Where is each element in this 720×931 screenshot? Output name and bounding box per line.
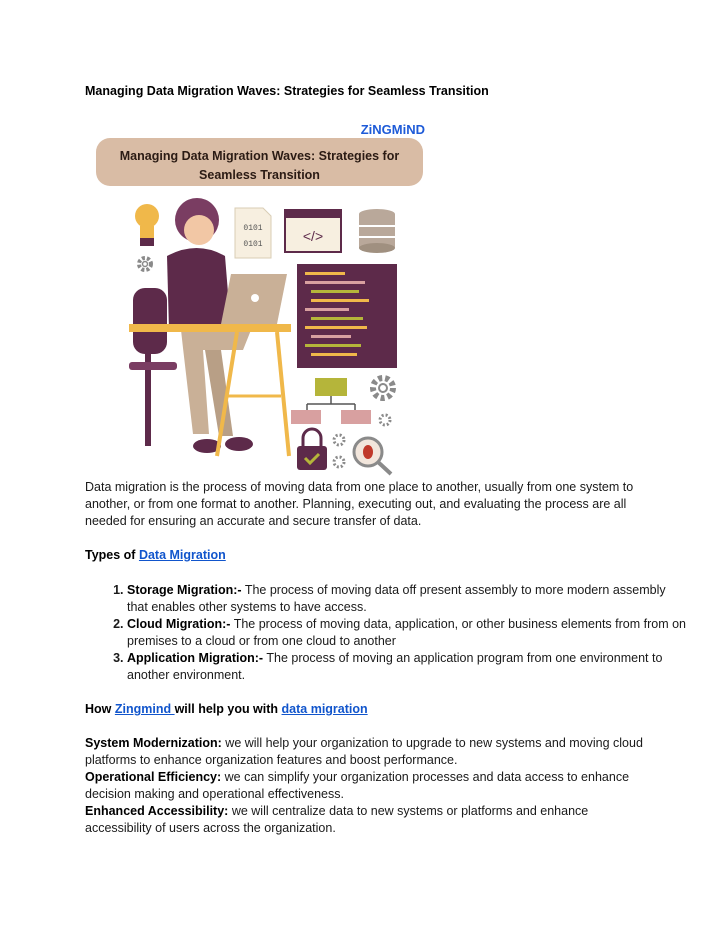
binary-line1: 0101 [243, 224, 263, 233]
hero-illustration [85, 116, 440, 478]
document-icon [235, 208, 271, 258]
zingmind-link[interactable]: Zingmind [114, 702, 175, 716]
how-heading [85, 701, 645, 718]
benefits-section [85, 735, 645, 837]
gear-icon [139, 258, 151, 270]
list-item-label: Application Migration:- [127, 651, 264, 665]
benefit-label: Enhanced Accessibility: [85, 804, 229, 818]
list-item-text: The process of moving an application program from one environment to another environment. [127, 651, 663, 682]
gear-icon [334, 435, 344, 467]
list-item [127, 616, 687, 650]
benefit-item [85, 769, 645, 803]
list-item-text: The process of moving data, application, or other business elements from from on premises to a cloud or from one cloud to another [127, 617, 687, 648]
database-icon [359, 209, 395, 253]
data-migration-topic-link[interactable]: data migration [281, 702, 368, 716]
list-item [127, 582, 687, 616]
benefit-text: we will centralize data to new systems or platforms and enhance accessibility of users across the organization. [85, 804, 589, 835]
benefit-text: we will help your organization to upgrade to new systems and moving cloud platforms to enhance organization features and boost performance. [85, 736, 643, 767]
how-heading-prefix: How [85, 702, 115, 716]
lightbulb-icon [135, 204, 159, 246]
how-heading-middle: will help you with [174, 702, 282, 716]
benefit-label: System Modernization: [85, 736, 222, 750]
benefit-text: we can simplify your organization processes and data access to enhance decision making and operational effectiveness. [85, 770, 630, 801]
bug-search-icon [354, 438, 391, 474]
list-item-text: The process of moving data off present assembly to more modern assembly that enables other systems to have access. [127, 583, 666, 614]
code-panel-icon [297, 264, 397, 368]
document-title: Managing Data Migration Waves: Strategies for Seamless Transition [85, 84, 489, 98]
benefit-item [85, 735, 645, 769]
code-window-icon [285, 210, 341, 252]
list-item-label: Cloud Migration:- [127, 617, 231, 631]
code-tag: </> [302, 228, 324, 244]
data-migration-link[interactable]: Data Migration [138, 548, 226, 562]
banner-title-line2: Seamless Transition [199, 168, 320, 182]
binary-line2: 0101 [243, 240, 263, 249]
benefit-item [85, 803, 645, 837]
org-chart-icon [291, 378, 371, 424]
banner-title-line1: Managing Data Migration Waves: Strategies for [119, 149, 400, 163]
types-heading [85, 547, 645, 564]
benefit-label: Operational Efficiency: [85, 770, 222, 784]
brand-logo: ZiNGMiND [360, 122, 425, 137]
intro-paragraph: Data migration is the process of moving data from one place to another, usually from one system to another, or from one format to another. Planning, executing out, and evaluating the process are all needed for ensuring an accurate and secure transfer of data. [85, 480, 634, 528]
padlock-icon [297, 429, 327, 470]
list-item [127, 650, 687, 684]
types-heading-prefix: Types of [85, 548, 139, 562]
migration-types-list [85, 582, 687, 684]
gear-icon [373, 378, 393, 425]
list-item-label: Storage Migration:- [127, 583, 242, 597]
